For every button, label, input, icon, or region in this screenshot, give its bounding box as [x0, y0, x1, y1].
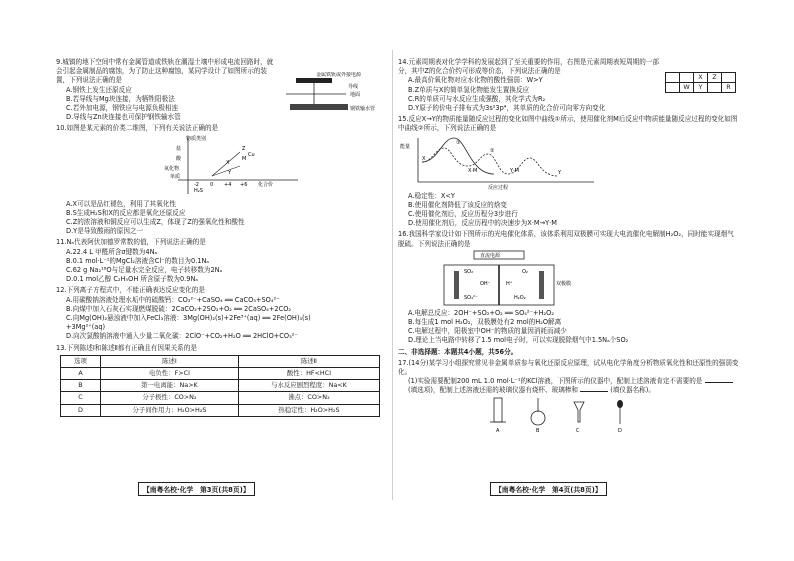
- q17-answer-blank-2[interactable]: [580, 391, 608, 392]
- q16-label-so2: SO₂: [464, 268, 474, 275]
- table-cell: 沸点：CO>N₂: [238, 392, 379, 404]
- q10-point-x: X: [226, 159, 230, 166]
- q14-option-b: B.Z单质与X的简单氢化物能发生置换反应: [408, 85, 530, 94]
- q10-label-acid: 酸: [176, 155, 182, 162]
- q16-option-b: B.每生成1 mol H₂O₂，双极膜处有2 mol的H₂O解离: [408, 318, 562, 327]
- q10-stem: 10.如图是某元素的价类二维图，下列有关说法正确的是: [56, 124, 219, 133]
- q17-apparatus-figure: [488, 396, 708, 436]
- q9-option-a: A.钢铁上发生还原反应: [66, 85, 132, 94]
- table-cell: [708, 83, 722, 93]
- table-header-cell: 选项: [61, 355, 101, 367]
- q15-label-y: Y: [558, 169, 562, 176]
- q17-sub1-text-a: (1)实验需要配制200 mL 1.0 mol·L⁻¹的KCl溶液，下图所示的仪器中，配制上述溶液肯定不需要的是: [408, 377, 703, 386]
- table-row: [61, 368, 380, 380]
- q15-stem: 15.反应X→Y的物质能量随反应过程的变化如图中曲线①所示，使用催化剂M后反应中物质能量随反应过程的变化如图中曲线②所示，下列说法正确的是: [398, 115, 738, 133]
- q17-graduated-cylinder: [494, 398, 502, 422]
- q16-left-electrode: [454, 271, 459, 299]
- q14-option-c: C.R的单质可与水反应生成强酸，其化学式为R₂: [408, 94, 546, 103]
- q9-pipe: [290, 104, 348, 110]
- q11-option-b: B.0.1 mol·L⁻¹的MgCl₂溶液含Cl⁻的数目为0.1Nₐ: [66, 256, 210, 265]
- q9-label-ground: 地面: [350, 92, 361, 98]
- q10-point-cu: Cu: [248, 151, 255, 158]
- q9-option-d: D.导线与Zn块连接也可保护钢铁输水管: [66, 113, 181, 122]
- q11-option-c: C.62 g Na₂¹⁸O与足量水完全反应，电子转移数为2Nₐ: [66, 266, 223, 275]
- question-12: [56, 286, 386, 341]
- q15-label-curve2: ②: [490, 147, 495, 154]
- q14-option-a: A.最高价氧化物对应水化物的酸性强弱：W>Y: [408, 76, 543, 85]
- q10-label-oxide: 氧化物: [164, 165, 180, 172]
- q9-corrosion-figure: [286, 72, 386, 120]
- q9-label-pipe: 钢铁输水管: [350, 106, 376, 112]
- table-cell: X: [694, 73, 708, 83]
- page-4: [398, 58, 740, 498]
- q17-label-d: D: [618, 427, 622, 434]
- question-16: [398, 230, 740, 345]
- q10-tick-p4: +4: [224, 181, 232, 188]
- section-2-heading: 二、非选择题：本题共4小题，共56分。: [398, 347, 518, 356]
- q12-option-a: A.用碳酸钠溶液处理水垢中的硫酸钙：CO₃²⁻+CaSO₄ ══ CaCO₃+SO₄²⁻: [66, 295, 280, 304]
- q10-point-m: M: [242, 155, 247, 162]
- q11-option-d: D.0.1 mol乙醇 C₂H₅OH 所含原子数为0.9Nₐ: [66, 275, 198, 284]
- table-cell: 电负性：F>Cl: [101, 368, 239, 380]
- q12-stem: 12.下列离子方程式中，不能正确表达反应变化的是: [56, 286, 205, 295]
- q15-label-xm: X·M: [468, 167, 478, 174]
- table-cell: C: [61, 392, 101, 404]
- table-cell: D: [61, 404, 101, 416]
- q10-label-salt: 盐: [176, 145, 182, 152]
- table-row: [61, 380, 380, 392]
- q13-table: [60, 355, 380, 417]
- q10-point-z: Z: [242, 145, 246, 152]
- question-14: [398, 58, 740, 113]
- table-cell: 与水反应剧烈程度：Na<K: [238, 380, 379, 392]
- q15-label-energy: 能量: [400, 143, 411, 150]
- table-row: [666, 83, 736, 93]
- q9-stem: 9.城镇的地下空间中常有金属管道或铁轨在潮湿土壤中形成电流回路时，就会引起金属制品的腐蚀，为了防止这种腐蚀，某同学设计了如图所示的装置，下列说法正确的是: [56, 58, 274, 85]
- q15-option-b: B.使用催化剂降低了该反应的焓变: [408, 200, 507, 209]
- q10-option-b: B.S生成H₂S和X的反应都是氧化还原反应: [66, 208, 186, 217]
- table-cell: A: [61, 368, 101, 380]
- q17-flask-body: [531, 411, 545, 425]
- q15-label-curve1: ①: [456, 139, 461, 146]
- q17-funnel: [574, 402, 584, 422]
- question-17: [398, 359, 740, 436]
- q16-option-c: C.电解过程中，阳极室中OH⁻的物质的量因消耗而减少: [408, 327, 567, 336]
- q10-option-a: A.X可以是品红褪色，利用了其氧化性: [66, 199, 176, 208]
- q16-electrolysis-cell: [414, 249, 614, 309]
- q16-stem: 16.我国科学家设计如下图所示的光电催化体系，该体系利用双极膜可实现大电流催化电解制H₂O₂，同时能实现烟气脱硫。下列说法正确的是: [398, 230, 734, 248]
- q16-label-oh: OH⁻: [480, 280, 491, 287]
- q17-dropper-bulb: [617, 400, 623, 408]
- table-cell: 热稳定性：H₂O>H₂S: [238, 404, 379, 416]
- q10-label-element: 单质: [170, 173, 181, 180]
- q10-valence-class-chart: [148, 134, 348, 200]
- q16-option-d: D.理论上当电路中转移了1.5 mol电子时，可以实现脱除烟气中1.5Nₐ个SO₂: [408, 336, 629, 345]
- q16-label-h: H⁺: [506, 280, 513, 287]
- q15-option-d: D.使用催化剂后，反应历程中的决速步为X·M→Y·M: [408, 219, 557, 228]
- question-10: [56, 124, 386, 236]
- q9-option-c: C.若外加电源，钢铁应与电源负极相连: [66, 104, 179, 113]
- table-header-row: [61, 355, 380, 367]
- q16-right-electrode: [539, 271, 544, 299]
- table-cell: 分子间作用力：H₂O>H₂S: [101, 404, 239, 416]
- q10-label-h2s: H₂S: [194, 187, 203, 194]
- q10-tick-0: 0: [210, 181, 214, 188]
- q15-option-a: A.稳定性：X<Y: [408, 191, 455, 200]
- q15-energy-profile: [398, 134, 598, 192]
- q12-option-d: D.向次氯酸钠溶液中通入少量二氧化碳：2ClO⁻+CO₂+H₂O ══ 2HClO+CO₃²⁻: [66, 332, 298, 341]
- q10-option-d: D.Y是导致酸雨的原因之一: [66, 227, 144, 236]
- question-13: [56, 344, 386, 417]
- q11-stem: 11.Nₐ代表阿伏加德罗常数的值，下列说法正确的是: [56, 238, 206, 247]
- q9-label-wire: 导线: [348, 84, 359, 90]
- q12-option-b: B.向煤中加入石灰石实现燃煤脱硫：2CaCO₃+2SO₂+O₂ ══ 2CaSO₄+2CO₂: [66, 304, 292, 313]
- table-header-cell: 陈述Ⅱ: [238, 355, 379, 367]
- q17-sub1-text-b: (填选项)，配制上述溶液还需的玻璃仪器有烧杯、玻璃棒和: [408, 386, 578, 395]
- table-cell: 分子极性：CO>N₂: [101, 392, 239, 404]
- q10-point-y: Y: [228, 169, 232, 176]
- q17-label-c: C: [576, 427, 580, 434]
- q16-label-so4: SO₄²⁻: [464, 294, 478, 301]
- q10-line-2: [212, 166, 240, 176]
- table-cell: R: [722, 83, 736, 93]
- q17-label-a: A: [496, 427, 500, 434]
- q16-label-power: 直流电源: [480, 252, 501, 259]
- q16-label-o2: O₂: [522, 268, 528, 275]
- page-4-footer: 【南粤名校·化学 第4页(共8页)】: [490, 482, 607, 496]
- q17-answer-blank-1[interactable]: [705, 382, 733, 383]
- table-cell: B: [61, 380, 101, 392]
- q16-option-a: A.电解总反应：2OH⁻+SO₂+O₂ ══ SO₄²⁻+H₂O₂: [408, 308, 555, 317]
- q17-stem: 17.(14分)某学习小组探究常见非金属单质参与氧化还原反应原理，试从电化学角度分析物质氧化性和还原性的强弱变化。: [398, 358, 739, 377]
- q17-label-b: B: [536, 427, 540, 434]
- q12-option-c-cont: +3Mg²⁺(aq): [66, 323, 106, 332]
- question-9: [56, 58, 386, 122]
- q17-sub1-text-c: (填仪器名称)。: [610, 386, 655, 395]
- q15-label-process: 反应过程: [488, 184, 509, 191]
- q10-label-class: 物质类别: [186, 135, 207, 142]
- q17-sub1: [398, 377, 740, 395]
- table-cell: W: [680, 83, 694, 93]
- q10-option-c: C.Z的浓溶液和铜反应可以生成Z，体现了Z的强氧化性和酸性: [66, 218, 245, 227]
- table-cell: [666, 83, 680, 93]
- question-11: [56, 238, 386, 284]
- q10-label-valence: 化合价: [258, 181, 274, 188]
- table-cell: Y: [694, 83, 708, 93]
- q9-rail-block: [296, 78, 332, 83]
- table-row: [61, 404, 380, 416]
- q16-label-membrane: 双极膜: [556, 280, 572, 287]
- q15-label-ym: Y·M: [510, 167, 519, 174]
- q15-label-x: X: [422, 155, 426, 162]
- q10-tick-m2: -2: [194, 181, 199, 188]
- page-3-footer: 【南粤名校·化学 第3页(共8页)】: [138, 482, 255, 496]
- table-row: [666, 73, 736, 83]
- table-cell: 酸性：HF<HCl: [238, 368, 379, 380]
- table-cell: [722, 73, 736, 83]
- q11-option-a: A.22.4 L 甲醛所含σ键数为4Nₐ: [66, 247, 158, 256]
- table-header-cell: 陈述Ⅰ: [101, 355, 239, 367]
- page-3: [56, 58, 386, 498]
- q16-label-h2o2: H₂O₂: [514, 294, 526, 301]
- q14-stem: 14.元素周期表对化学学科的发展起到了至关重要的作用，右图是元素周期表短周期的一部分，其中Z的化合价约可形成等价态，下列说法正确的是: [398, 58, 660, 76]
- table-cell: 第一电离能：Na>K: [101, 380, 239, 392]
- q15-option-c: C.使用催化剂后，反应历程分3步进行: [408, 210, 518, 219]
- table-cell: Z: [708, 73, 722, 83]
- q9-option-b: B.若导线与Mg块连接，为牺牲阳极法: [66, 94, 175, 103]
- q10-tick-p6: +6: [240, 181, 248, 188]
- page-gutter: [392, 50, 393, 500]
- q13-stem: 13.下列陈述Ⅰ和陈述Ⅱ都有正确且有因果关系的是: [56, 343, 197, 352]
- table-cell: [666, 73, 680, 83]
- question-15: [398, 115, 740, 228]
- q9-label-rail: 金属铁轨或外接电源: [316, 72, 362, 78]
- q12-option-c: C.向Mg(OH)₂悬浊液中加入FeCl₃溶液：3Mg(OH)₂(s)+2Fe³⁺(aq) ══ 2Fe(OH)₃(s): [66, 314, 311, 323]
- table-row: [61, 392, 380, 404]
- q14-periodic-grid: [665, 72, 736, 93]
- q14-option-d: D.Y原子的价电子排布式为3s²3p⁴，其单质的化合价可向零方向变化: [408, 104, 606, 113]
- table-cell: [680, 73, 694, 83]
